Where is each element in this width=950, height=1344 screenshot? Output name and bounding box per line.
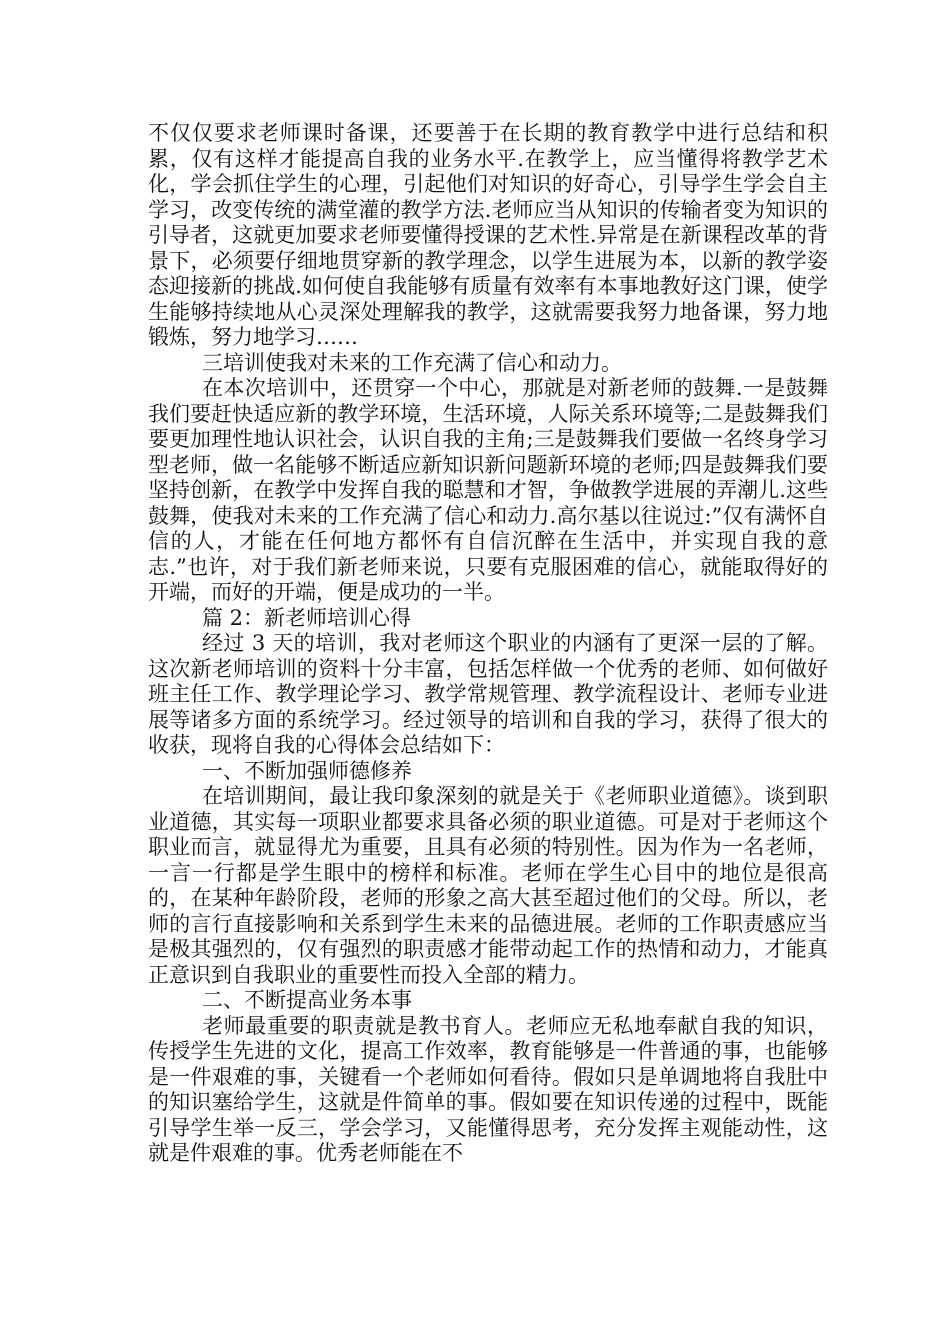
- section-title-part-2: 篇 2：新老师培训心得: [202, 605, 412, 630]
- paragraph-lesson-preparation: 不仅仅要求老师课时备课，还要善于在长期的教育教学中进行总结和积累，仅有这样才能提高自我的业务水平.在教学上，应当懂得将教学艺术化，学会抓住学生的心理，引起他们对知识的好奇心，引导学生学会自主学习，改变传统的满堂灌的教学方法.老师应当从知识的传输者变为知识的引导者，这就更加要求老师要懂得授课的艺术性.异常是在新课程改革的背景下，必须要仔细地贯穿新的教学理念，以学生进展为本，以新的教学姿态迎接新的挑战.如何使自我能够有质量有效率有本事地教好这门课，使学生能够持续地从心灵深处理解我的教学，这就需要我努力地备课，努力地锻炼，努力地学习……: [148, 121, 828, 349]
- paragraph-training-intro: 经过 3 天的培训，我对老师这个职业的内涵有了更深一层的了解。这次新老师培训的资料十分丰富，包括怎样做一个优秀的老师、如何做好班主任工作、教学理论学习、教学常规管理、教学流程设计、老师专业进展等诸多方面的系统学习。经过领导的培训和自我的学习，获得了很大的收获，现将自我的心得体会总结如下：: [148, 631, 828, 757]
- document-body: [148, 121, 828, 1167]
- heading-professional-skills: 二、不断提高业务本事: [202, 988, 412, 1012]
- paragraph-confidence-heading: 三培训使我对未来的工作充满了信心和动力。: [202, 350, 622, 375]
- heading-teacher-ethics: 一、不断加强师德修养: [202, 758, 412, 783]
- paragraph-professional-skills: 老师最重要的职责就是教书育人。老师应无私地奉献自我的知识，传授学生先进的文化，提高工作效率，教育能够是一件普通的事，也能够是一件艰难的事，关键看一个老师如何看待。假如只是单调地将自我肚中的知识塞给学生，这就是件简单的事。假如要在知识传递的过程中，既能引导学生举一反三，学会学习，又能懂得思考，充分发挥主观能动性，这就是件艰难的事。优秀老师能在不: [148, 1013, 828, 1165]
- paragraph-teacher-ethics: 在培训期间，最让我印象深刻的就是关于《老师职业道德》。谈到职业道德，其实每一项职业都要求具备必须的职业道德。可是对于老师这个职业而言，就显得尤为重要，且具有必须的特别性。因为作为一名老师，一言一行都是学生眼中的榜样和标准。老师在学生心目中的地位是很高的，在某种年龄阶段，老师的形象之高大甚至超过他们的父母。所以，老师的言行直接影响和关系到学生未来的品德进展。老师的工作职责感应当是极其强烈的，仅有强烈的职责感才能带动起工作的热情和动力，才能真正意识到自我职业的重要性而投入全部的精力。: [148, 784, 828, 987]
- paragraph-encouragement: 在本次培训中，还贯穿一个中心，那就是对新老师的鼓舞.一是鼓舞我们要赶快适应新的教学环境，生活环境，人际关系环境等;二是鼓舞我们要更加理性地认识社会，认识自我的主角;三是鼓舞我们要做一名终身学习型老师，做一名能够不断适应新知识新问题新环境的老师;四是鼓舞我们要坚持创新，在教学中发挥自我的聪慧和才智，争做教学进展的弄潮儿.这些鼓舞，使我对未来的工作充满了信心和动力.高尔基以往说过:”仅有满怀自信的人，才能在任何地方都怀有自信沉醉在生活中，并实现自我的意志.”也许，对于我们新老师来说，只要有克服困难的信心，就能取得好的开端，而好的开端，便是成功的一半。: [148, 376, 828, 604]
